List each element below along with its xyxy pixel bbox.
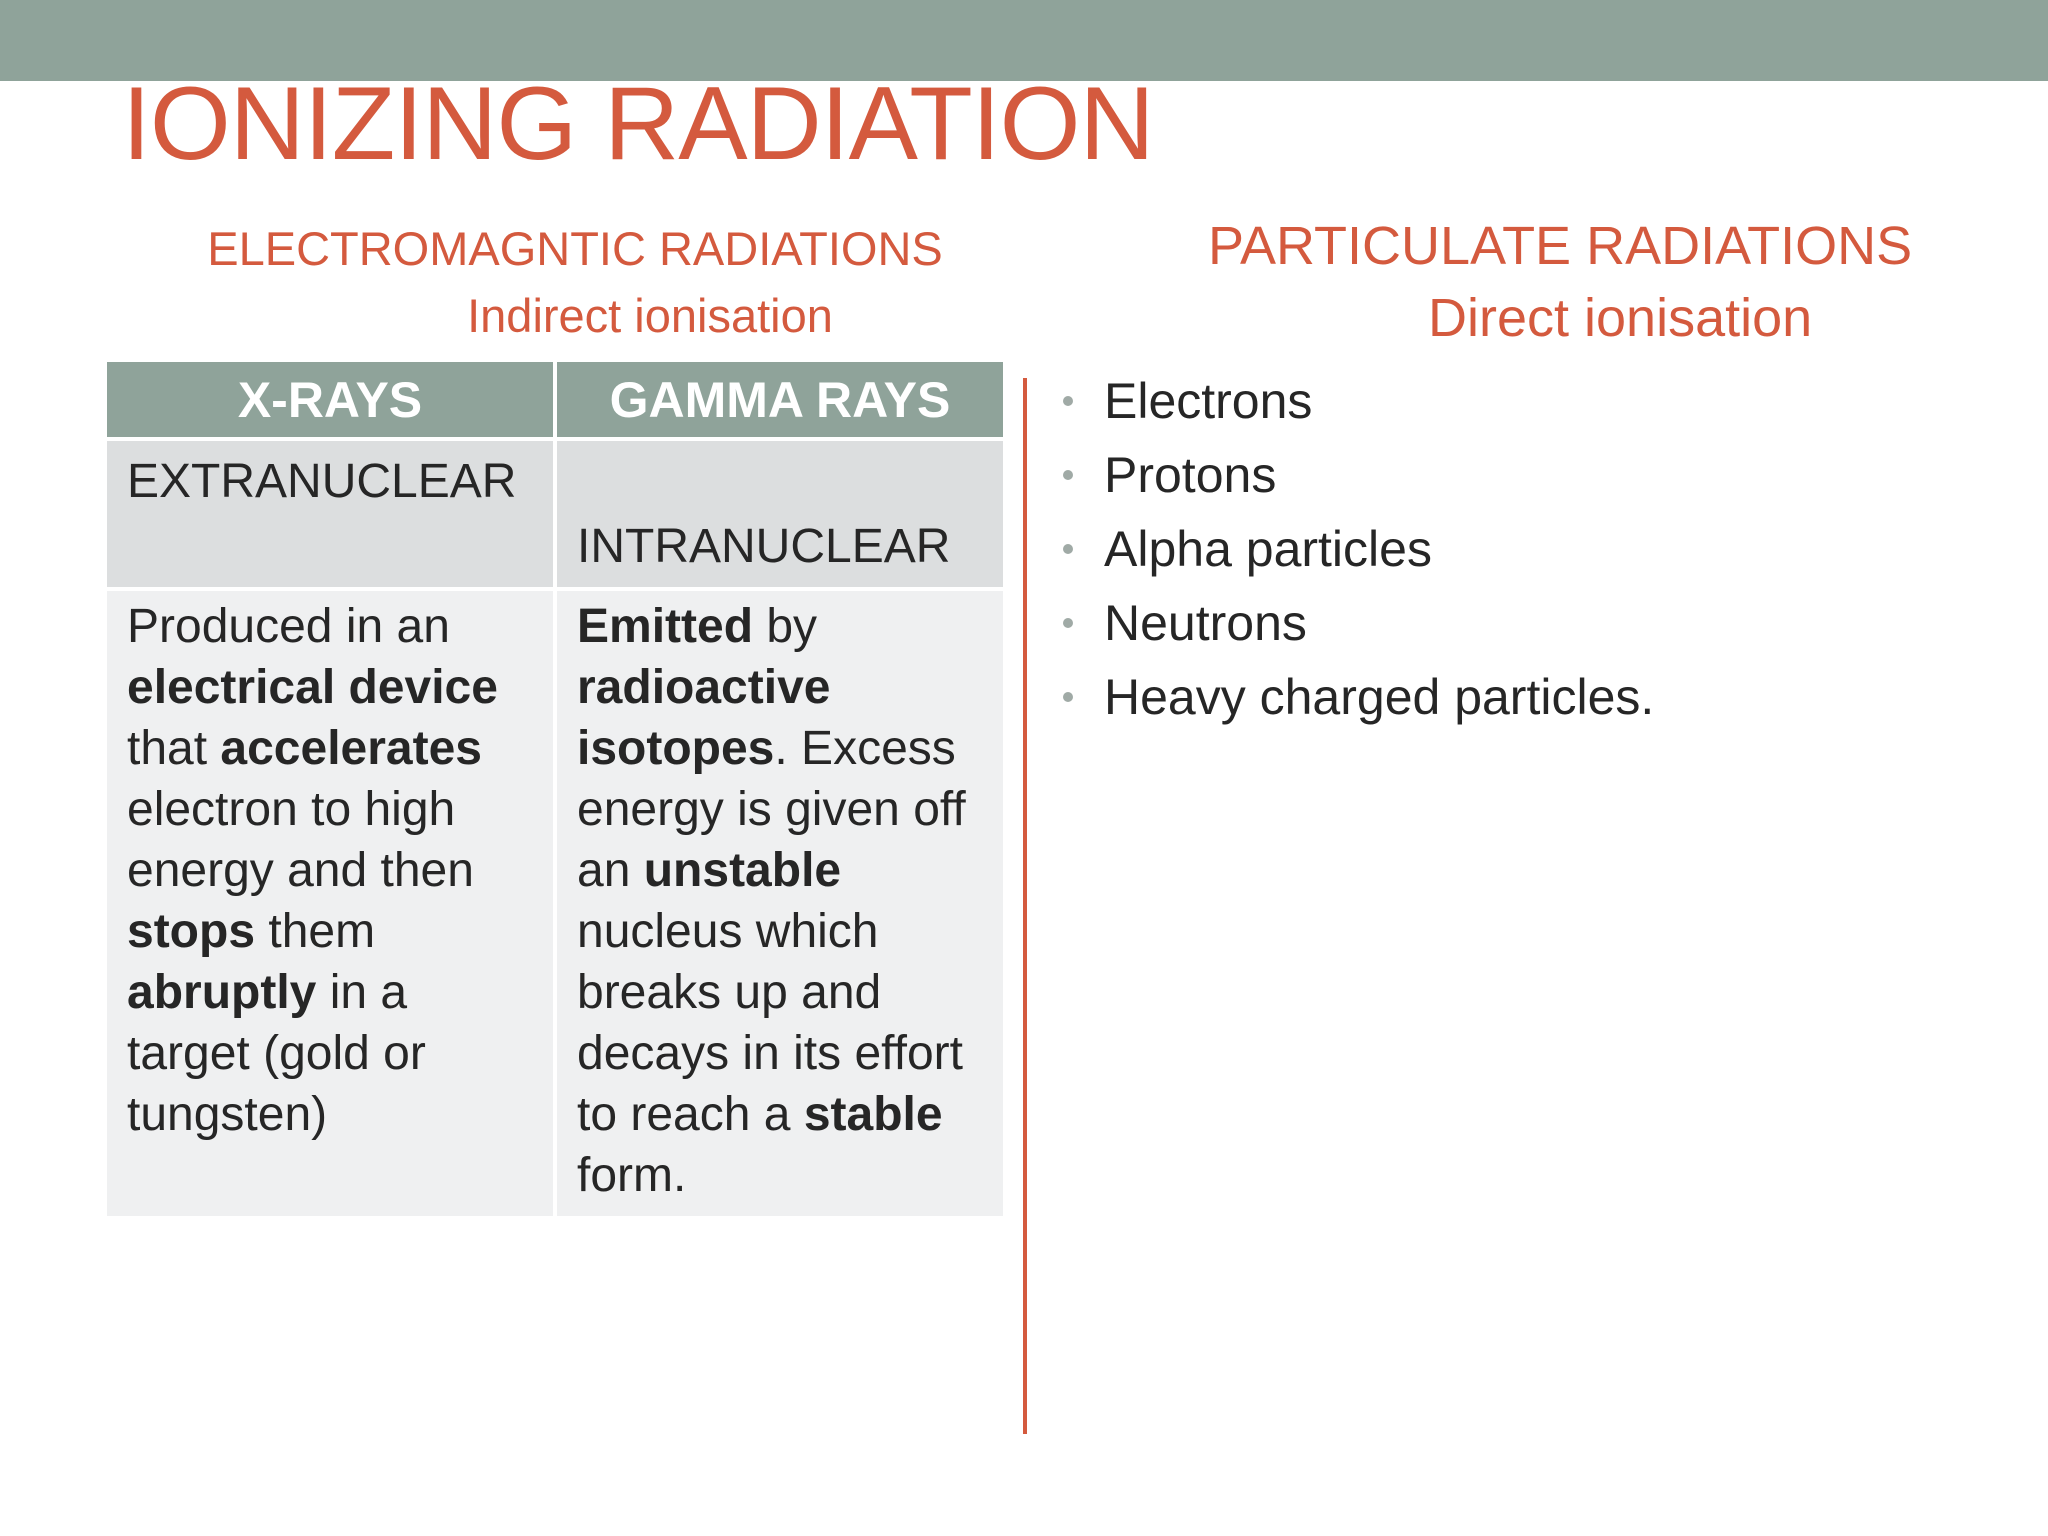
text-run: by xyxy=(753,600,818,653)
particle-list xyxy=(1060,366,1654,736)
bold-text-run: stable xyxy=(803,1088,943,1141)
particulate-heading: PARTICULATE RADIATIONS xyxy=(1208,216,1913,276)
list-item-label: Protons xyxy=(1104,447,1277,503)
list-item-label: Electrons xyxy=(1104,373,1313,429)
list-item xyxy=(1060,662,1654,736)
text-run: them xyxy=(255,905,376,958)
bullet-icon xyxy=(1063,618,1073,628)
bold-text-run: radioactive isotopes xyxy=(577,661,831,775)
xrays-origin-cell: EXTRANUCLEAR xyxy=(105,439,555,589)
bold-text-run: Emitted xyxy=(577,600,754,653)
bold-text-run: electrical device xyxy=(127,661,498,714)
text-run: nucleus which breaks up and decays in its effort to reach a xyxy=(577,905,963,1141)
header-xrays: X-RAYS xyxy=(105,360,555,439)
list-item xyxy=(1060,514,1654,588)
bullet-icon xyxy=(1063,396,1073,406)
bold-text-run: accelerates xyxy=(220,722,482,775)
description-row xyxy=(105,589,1005,1218)
bullet-icon xyxy=(1063,470,1073,480)
gamma-description-cell xyxy=(555,589,1005,1218)
text-run: Produced in an xyxy=(127,600,450,653)
direct-ionisation-subheading: Direct ionisation xyxy=(1428,288,1813,348)
xrays-description-cell xyxy=(105,589,555,1218)
header-gamma-rays: GAMMA RAYS xyxy=(555,360,1005,439)
bold-text-run: stops xyxy=(127,905,256,958)
divider-line xyxy=(1023,378,1027,1434)
origin-row xyxy=(105,439,1005,589)
bullet-icon xyxy=(1063,692,1073,702)
text-run: that xyxy=(127,722,221,775)
table-header-row xyxy=(105,360,1005,439)
list-item xyxy=(1060,366,1654,440)
indirect-ionisation-subheading: Indirect ionisation xyxy=(467,289,833,342)
electromagnetic-heading: ELECTROMAGNTIC RADIATIONS xyxy=(207,222,943,275)
text-run: form. xyxy=(577,1149,687,1202)
text-run: . Excess energy is given off an xyxy=(577,722,966,897)
text-run: in a target (gold or tungsten) xyxy=(127,966,426,1141)
list-item-label: Alpha particles xyxy=(1104,521,1432,577)
bullet-icon xyxy=(1063,544,1073,554)
slide-title: IONIZING RADIATION xyxy=(122,66,1154,182)
list-item-label: Heavy charged particles. xyxy=(1104,669,1655,725)
list-item xyxy=(1060,440,1654,514)
text-run: electron to high energy and then xyxy=(127,783,474,897)
gamma-origin-cell: INTRANUCLEAR xyxy=(555,439,1005,589)
list-item xyxy=(1060,588,1654,662)
comparison-table xyxy=(103,358,1007,1220)
bold-text-run: unstable xyxy=(643,844,842,897)
bold-text-run: abruptly xyxy=(127,966,317,1019)
list-item-label: Neutrons xyxy=(1104,595,1307,651)
